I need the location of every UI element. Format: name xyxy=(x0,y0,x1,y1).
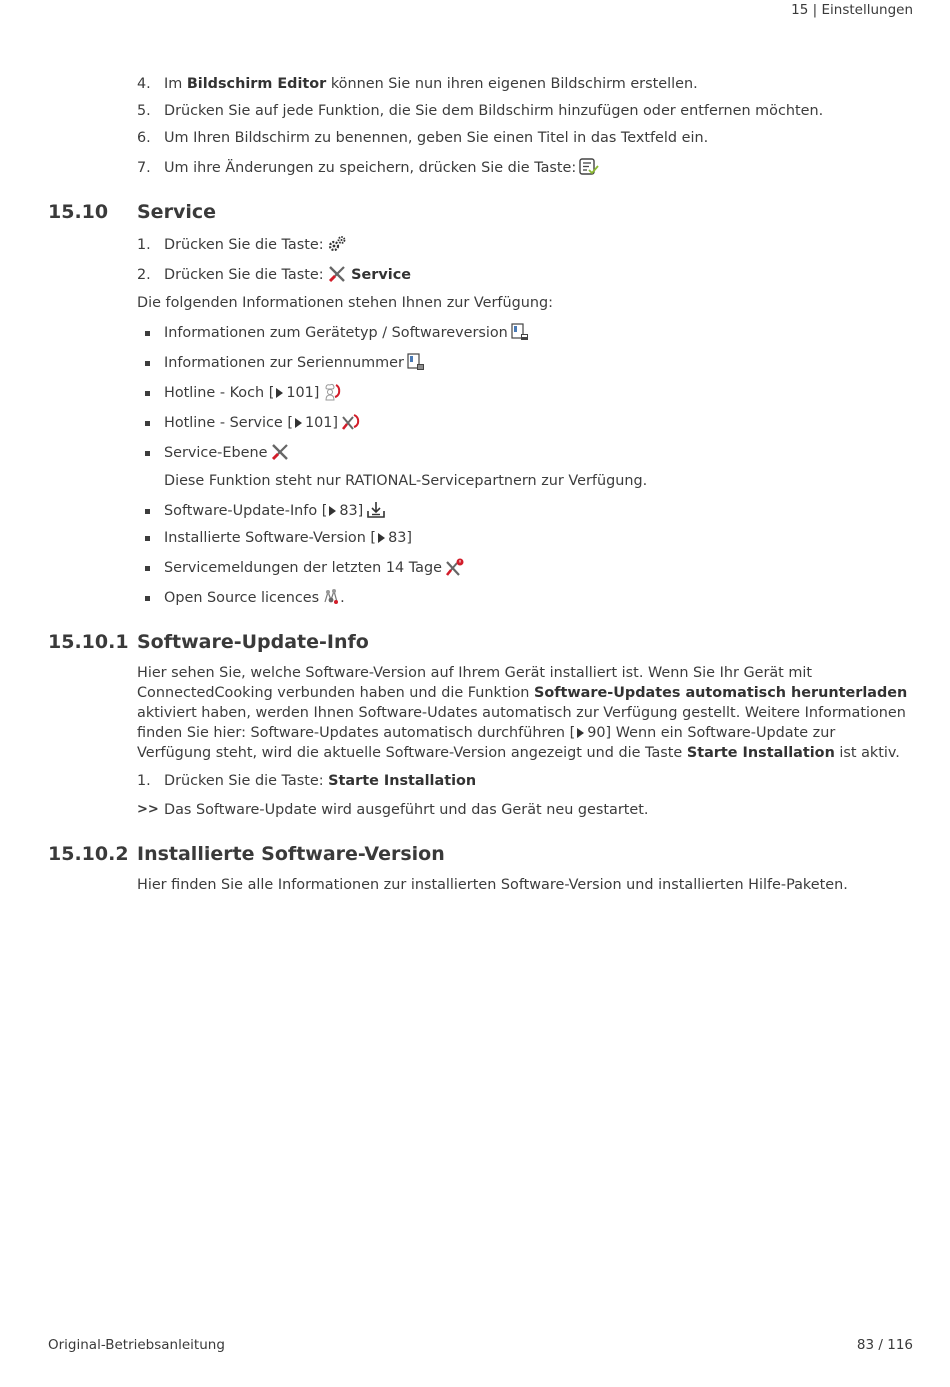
reference-arrow-icon xyxy=(329,506,336,516)
page-reference[interactable]: 83] xyxy=(339,503,364,519)
installed-text: Hier finden Sie alle Informationen zur installierten Software-Version und installierten Hilfe-Paketen. xyxy=(137,877,848,893)
bullet-label: Open Source licences xyxy=(164,590,320,606)
para-bold: Software-Updates automatisch herunterladen xyxy=(534,685,908,701)
download-icon xyxy=(366,501,386,525)
bullet-label: Service-Ebene xyxy=(164,445,268,461)
device-info-icon xyxy=(511,323,529,347)
section-number: 15.10.2 xyxy=(48,843,129,865)
bullet-label: Installierte Software-Version [ xyxy=(164,530,377,546)
result-marker: >> xyxy=(137,802,159,817)
intro-text: Die folgenden Informationen stehen Ihnen zur Verfügung: xyxy=(137,295,553,311)
bullet-text xyxy=(164,353,425,377)
bullet xyxy=(145,596,150,601)
step-text-post: können Sie nun ihren eigenen Bildschirm erstellen. xyxy=(326,76,698,92)
service-label: Service xyxy=(351,267,411,283)
reference-arrow-icon xyxy=(295,418,302,428)
step-text xyxy=(164,265,411,289)
bullet-text xyxy=(164,501,386,525)
step-number: 5. xyxy=(137,103,151,119)
open-source-icon xyxy=(322,588,340,612)
running-header: 15 | Einstellungen xyxy=(791,2,913,18)
reference-arrow-icon xyxy=(378,533,385,543)
section-title: Software-Update-Info xyxy=(137,631,369,653)
bullet-label: Hotline - Service [ xyxy=(164,415,293,431)
start-installation-label: Starte Installation xyxy=(328,773,477,789)
bullet-suffix: . xyxy=(340,590,345,606)
para-text: Hier sehen Sie, welche Software-Version auf Ihrem Gerät installiert ist. Wenn Sie Ihr Gerät mit ConnectedCooking verbunden haben und die Funktion xyxy=(137,665,813,701)
para-bold: Starte Installation xyxy=(686,745,835,761)
bullet-text xyxy=(164,323,529,347)
bullet-label: Software-Update-Info [ xyxy=(164,503,328,519)
bullet-text xyxy=(164,588,345,612)
step-text: Um Ihren Bildschirm zu benennen, geben Sie einen Titel in das Textfeld ein. xyxy=(164,130,709,146)
bullet xyxy=(145,361,150,366)
reference-arrow-icon xyxy=(577,728,584,738)
page-reference[interactable]: 101] xyxy=(286,385,320,401)
page-reference[interactable]: 90] xyxy=(587,725,612,741)
page-number: 83 / 116 xyxy=(856,1337,913,1353)
bullet xyxy=(145,536,150,541)
step-text-main: Drücken Sie die Taste: xyxy=(164,773,329,789)
bullet-label: Informationen zur Seriennummer xyxy=(164,355,404,371)
bullet xyxy=(145,451,150,456)
service-messages-icon xyxy=(445,558,465,582)
bullet xyxy=(145,566,150,571)
step-text-pre: Im xyxy=(164,76,187,92)
service-tools-icon xyxy=(270,443,290,467)
step-number: 6. xyxy=(137,130,151,146)
step-text-main: Drücken Sie die Taste: xyxy=(164,267,324,283)
bullet-text xyxy=(164,383,342,407)
step-number: 4. xyxy=(137,76,151,92)
service-phone-icon xyxy=(341,413,361,437)
bullet-text xyxy=(164,413,361,437)
bullet xyxy=(145,331,150,336)
footer-title: Original-Betriebsanleitung xyxy=(48,1337,225,1353)
section-number: 15.10.1 xyxy=(48,631,129,653)
device-serial-icon xyxy=(407,353,425,377)
section-title: Service xyxy=(137,201,216,223)
note-text: Diese Funktion steht nur RATIONAL-Servicepartnern zur Verfügung. xyxy=(164,473,648,489)
wrench-screwdriver-icon xyxy=(327,265,347,289)
bullet xyxy=(145,391,150,396)
para-text: aktiviert haben, werden Ihnen Software-Udates automatisch zur Verfügung gestellt. Weitere Informationen finden Sie hier: Software-Updates automatisch durchführen [ xyxy=(137,705,906,741)
step-text-main: Drücken Sie die Taste: xyxy=(164,237,324,253)
step-number: 1. xyxy=(137,773,151,789)
update-paragraph xyxy=(137,663,912,763)
step-text-bold: Bildschirm Editor xyxy=(186,76,327,92)
para-text: Wenn ein Software-Update zur Verfügung steht, wird die aktuelle Software-Version angezeigt und die Taste xyxy=(137,725,836,761)
section-number: 15.10 xyxy=(48,201,109,223)
step-number: 1. xyxy=(137,237,151,253)
step-text-main: Um ihre Änderungen zu speichern, drücken Sie die Taste: xyxy=(164,160,577,176)
chef-phone-icon xyxy=(322,383,342,407)
bullet xyxy=(145,509,150,514)
para-text: ist aktiv. xyxy=(834,745,900,761)
bullet-text xyxy=(164,558,465,582)
step-number: 2. xyxy=(137,267,151,283)
step-number: 7. xyxy=(137,160,151,176)
gears-icon xyxy=(327,235,347,259)
bullet-text xyxy=(164,528,412,548)
step-text: Drücken Sie auf jede Funktion, die Sie dem Bildschirm hinzufügen oder entfernen möchten. xyxy=(164,103,824,119)
page-reference[interactable]: 101] xyxy=(304,415,339,431)
step-text xyxy=(164,74,698,94)
page-reference[interactable]: 83] xyxy=(388,530,412,546)
section-title: Installierte Software-Version xyxy=(137,843,445,865)
bullet-label: Hotline - Koch [ xyxy=(164,385,275,401)
step-text xyxy=(164,235,347,259)
reference-arrow-icon xyxy=(276,388,283,398)
save-checklist-icon xyxy=(579,158,599,182)
bullet-label: Servicemeldungen der letzten 14 Tage xyxy=(164,560,442,576)
bullet-text xyxy=(164,443,290,467)
bullet-label: Informationen zum Gerätetyp / Softwareversion xyxy=(164,325,508,341)
result-text: Das Software-Update wird ausgeführt und das Gerät neu gestartet. xyxy=(164,802,649,818)
step-text xyxy=(164,771,476,791)
bullet xyxy=(145,421,150,426)
step-text xyxy=(164,158,599,182)
